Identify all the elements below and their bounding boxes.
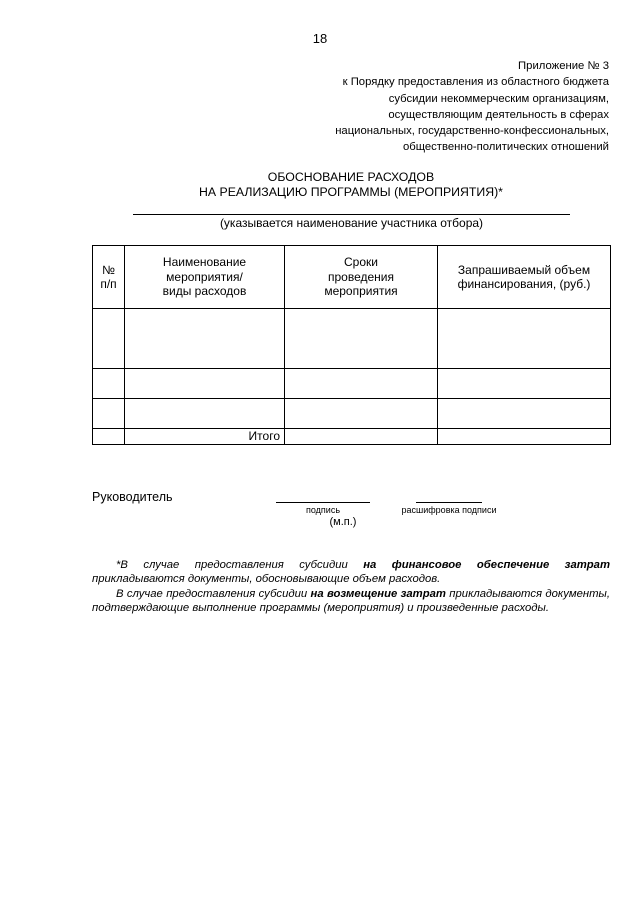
stamp-place: (м.п.): [329, 516, 357, 528]
signature-decode-caption: расшифровка подписи: [401, 505, 497, 515]
participant-name-line[interactable]: [133, 214, 570, 215]
table-cell[interactable]: [125, 399, 285, 429]
footnote-paragraph-2: В случае предоставления субсидии на возмещение затрат прикладываются документы, подтверждающие выполнение программы (мероприятия) и произведенные расходы.: [92, 587, 610, 614]
header-activity-name: Наименование мероприятия/ виды расходов: [125, 246, 285, 309]
participant-name-hint: (указывается наименование участника отбора): [219, 216, 484, 230]
table-cell[interactable]: [93, 369, 125, 399]
appendix-line: субсидии некоммерческим организациям,: [388, 92, 609, 105]
table-row: [93, 309, 611, 369]
title-line-1: ОБОСНОВАНИЕ РАСХОДОВ: [267, 170, 435, 184]
appendix-line: национальных, государственно-конфессиональных,: [335, 125, 609, 138]
expenses-table: [92, 245, 611, 445]
table-cell[interactable]: [125, 369, 285, 399]
table-cell[interactable]: [285, 399, 438, 429]
signature-caption: подпись: [305, 505, 341, 515]
table-cell[interactable]: [438, 399, 611, 429]
footnote-paragraph-1: *В случае предоставления субсидии на финансовое обеспечение затрат прикладываются документы, обосновывающие объем расходов.: [92, 559, 611, 586]
table-cell[interactable]: [125, 309, 285, 369]
table-cell[interactable]: [285, 369, 438, 399]
table-row: [93, 369, 611, 399]
footnote: [92, 558, 610, 615]
total-amount-cell[interactable]: [438, 429, 611, 445]
table-cell[interactable]: [93, 309, 125, 369]
appendix-header: [249, 58, 609, 156]
header-activity-dates: Сроки проведения мероприятия: [285, 246, 438, 309]
appendix-line: общественно-политических отношений: [402, 141, 609, 154]
total-label: Итого: [125, 429, 285, 445]
title-line-2: НА РЕАЛИЗАЦИЮ ПРОГРАММЫ (МЕРОПРИЯТИЯ)*: [199, 184, 503, 199]
table-cell[interactable]: [285, 309, 438, 369]
head-label: Руководитель: [92, 490, 173, 504]
table-cell: [93, 429, 125, 445]
table-total-row: [93, 429, 611, 445]
document-title: [0, 170, 640, 199]
appendix-line: Приложение № 3: [518, 60, 609, 72]
table-cell[interactable]: [93, 399, 125, 429]
total-dates-cell[interactable]: [285, 429, 438, 445]
table-cell[interactable]: [438, 369, 611, 399]
table-header-row: [93, 246, 611, 309]
appendix-line: осуществляющим деятельность в сферах: [388, 108, 609, 121]
header-number: № п/п: [93, 246, 125, 309]
signature-decode-line[interactable]: [416, 502, 482, 503]
table-row: [93, 399, 611, 429]
appendix-line: к Порядку предоставления из областного бюджета: [342, 76, 609, 89]
table-cell[interactable]: [438, 309, 611, 369]
signature-line[interactable]: [276, 502, 370, 503]
header-requested-amount: Запрашиваемый объем финансирования, (руб.): [438, 246, 611, 309]
page-number: 18: [312, 31, 328, 46]
